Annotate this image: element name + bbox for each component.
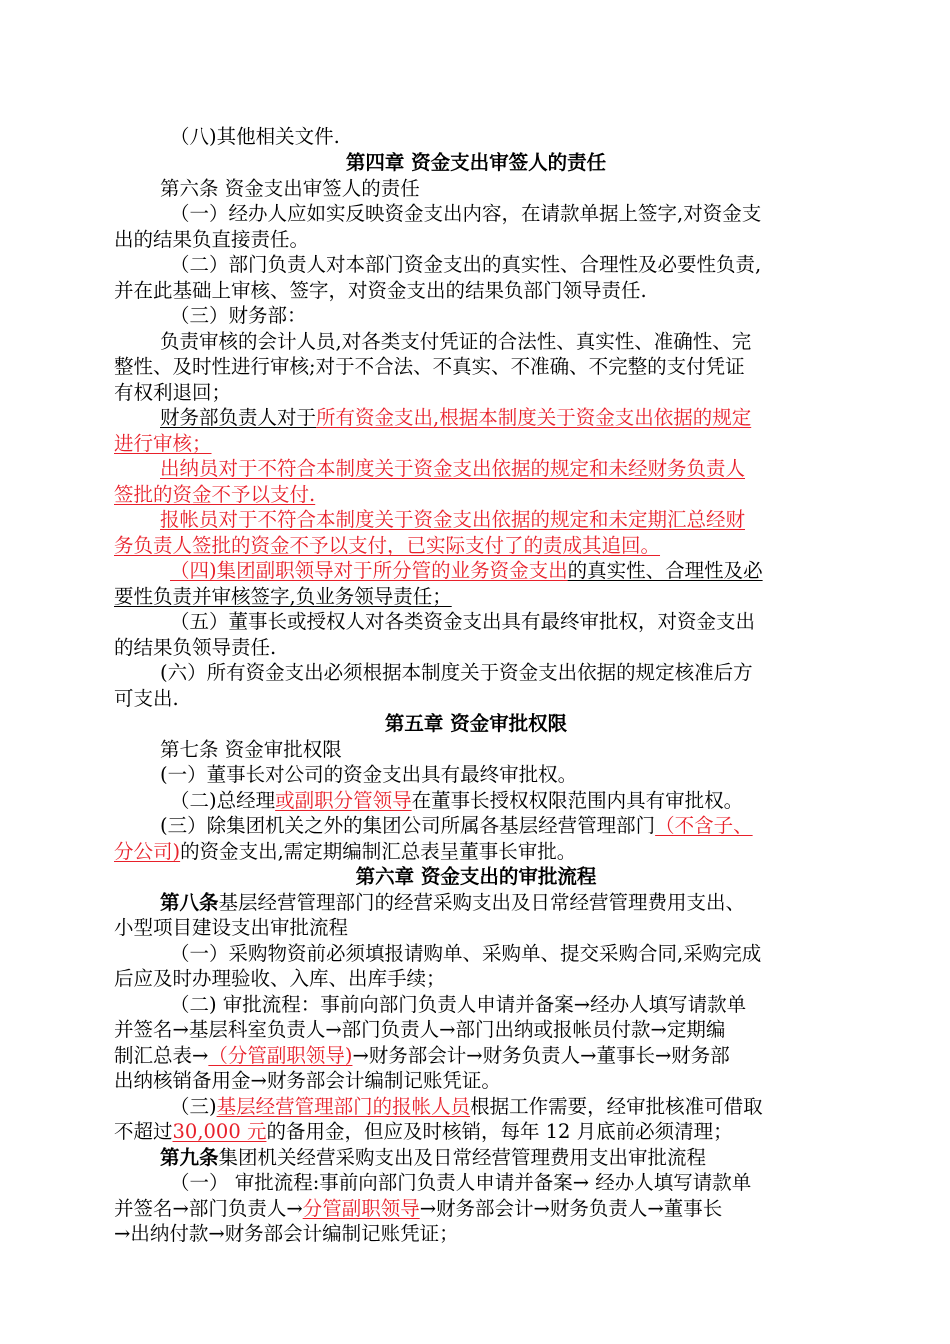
revised-paragraph-line: 务负责人签批的资金不予以支付，已实际支付了的责成其追回。 (114, 534, 661, 557)
revised-paragraph-line: 要性负责并审核签字,负业务领导责任； (114, 585, 452, 608)
revised-paragraph-line: （二)总经理或副职分管领导在董事长授权权限范围内具有审批权。 (170, 789, 744, 812)
revised-paragraph-line: 分公司)的资金支出,需定期编制汇总表呈董事长审批。 (114, 840, 577, 863)
paragraph-line: （一）采购物资前必须填报请购单、采购单、提交采购合同,采购完成 (170, 942, 762, 965)
revised-paragraph-line: 制汇总表→（分管副职领导)→财务部会计→财务负责人→董事长→财务部 (114, 1044, 730, 1067)
paragraph-line: (一）董事长对公司的资金支出具有最终审批权。 (160, 763, 578, 786)
revised-paragraph-line: （四)集团副职领导对于所分管的业务资金支出的真实性、合理性及必 (170, 559, 763, 582)
paragraph-line: （一） 审批流程:事前向部门负责人申请并备案→ 经办人填写请款单 (170, 1171, 752, 1194)
paragraph-line: 后应及时办理验收、入库、出库手续； (114, 967, 446, 990)
paragraph-line: （一）经办人应如实反映资金支出内容，在请款单据上签字,对资金支 (170, 202, 762, 225)
chapter-heading: 第四章 资金支出审签人的责任 (345, 151, 607, 174)
revised-paragraph-line: 不超过30,000 元的备用金，但应及时核销，每年 12 月底前必须清理； (114, 1120, 733, 1143)
revised-paragraph-line: 报帐员对于不符合本制度关于资金支出依据的规定和未定期汇总经财 (160, 508, 746, 531)
paragraph-line: 小型项目建设支出审批流程 (114, 916, 349, 939)
article-number: 第八条 (160, 891, 219, 914)
inserted-text: 分公司) (114, 840, 181, 863)
paragraph-line: （二) 审批流程：事前向部门负责人申请并备案→经办人填写请款单 (170, 993, 747, 1016)
revised-paragraph-line: 签批的资金不予以支付. (114, 483, 316, 506)
inserted-text: 30,000 元 (172, 1120, 267, 1143)
revised-paragraph-line: 出纳员对于不符合本制度关于资金支出依据的规定和未经财务负责人 (160, 457, 746, 480)
paragraph-line: 第九条集团机关经营采购支出及日常经营管理费用支出审批流程 (160, 1146, 707, 1169)
inserted-text: （不含子、 (655, 814, 753, 837)
paragraph-line: （八)其他相关文件. (170, 125, 340, 148)
paragraph-line: 出纳核销备用金→财务部会计编制记账凭证。 (114, 1069, 501, 1092)
paragraph-line: （五）董事长或授权人对各类资金支出具有最终审批权，对资金支出 (170, 610, 756, 633)
inserted-text: 基层经营管理部门的报帐人员 (216, 1095, 471, 1118)
article-heading: 第六条 资金支出审签人的责任 (160, 177, 420, 200)
chapter-heading: 第六章 资金支出的审批流程 (355, 865, 597, 888)
paragraph-line: 并在此基础上审核、签字，对资金支出的结果负部门领导责任. (114, 279, 647, 302)
revised-paragraph-line: (三）除集团机关之外的集团公司所属各基层经营管理部门（不含子、 (160, 814, 753, 837)
paragraph-line: 第八条基层经营管理部门的经营采购支出及日常经营管理费用支出、 (160, 891, 746, 914)
inserted-text: 分管副职领导 (302, 1197, 420, 1220)
paragraph-line: 可支出. (114, 687, 179, 710)
paragraph-line: 出的结果负直接责任。 (114, 228, 310, 251)
revised-paragraph-line: 并签名→部门负责人→分管副职领导→财务部会计→财务负责人→董事长 (114, 1197, 723, 1220)
inserted-text: （四)集团副职领导对于所分管的业务资金支出 (170, 559, 568, 582)
paragraph-line: 负责审核的会计人员,对各类支付凭证的合法性、真实性、准确性、完 (160, 330, 752, 353)
article-number: 第九条 (160, 1146, 219, 1169)
inserted-text: 或副职分管领导 (275, 789, 412, 812)
paragraph-line: 有权利退回； (114, 381, 232, 404)
paragraph-line: （三）财务部： (170, 304, 307, 327)
revised-paragraph-line: 财务部负责人对于所有资金支出,根据本制度关于资金支出依据的规定 (160, 406, 752, 429)
paragraph-line: (六）所有资金支出必须根据本制度关于资金支出依据的规定核准后方 (160, 661, 753, 684)
paragraph-line: 整性、及时性进行审核;对于不合法、不真实、不准确、不完整的支付凭证 (114, 355, 745, 378)
revised-paragraph-line: 进行审核； (114, 432, 212, 455)
revised-paragraph-line: （三)基层经营管理部门的报帐人员根据工作需要，经审批核准可借取 (170, 1095, 763, 1118)
article-heading: 第七条 资金审批权限 (160, 738, 342, 761)
paragraph-line: →出纳付款→财务部会计编制记账凭证； (114, 1222, 459, 1245)
chapter-heading: 第五章 资金审批权限 (384, 712, 568, 735)
paragraph-line: 并签名→基层科室负责人→部门负责人→部门出纳或报帐员付款→定期编 (114, 1018, 726, 1041)
inserted-text: （分管副职领导) (208, 1044, 353, 1067)
paragraph-line: （二）部门负责人对本部门资金支出的真实性、合理性及必要性负责, (170, 253, 762, 276)
inserted-text: 所有资金支出,根据本制度关于资金支出依据的规定 (316, 406, 752, 429)
paragraph-line: 的结果负领导责任. (114, 636, 277, 659)
